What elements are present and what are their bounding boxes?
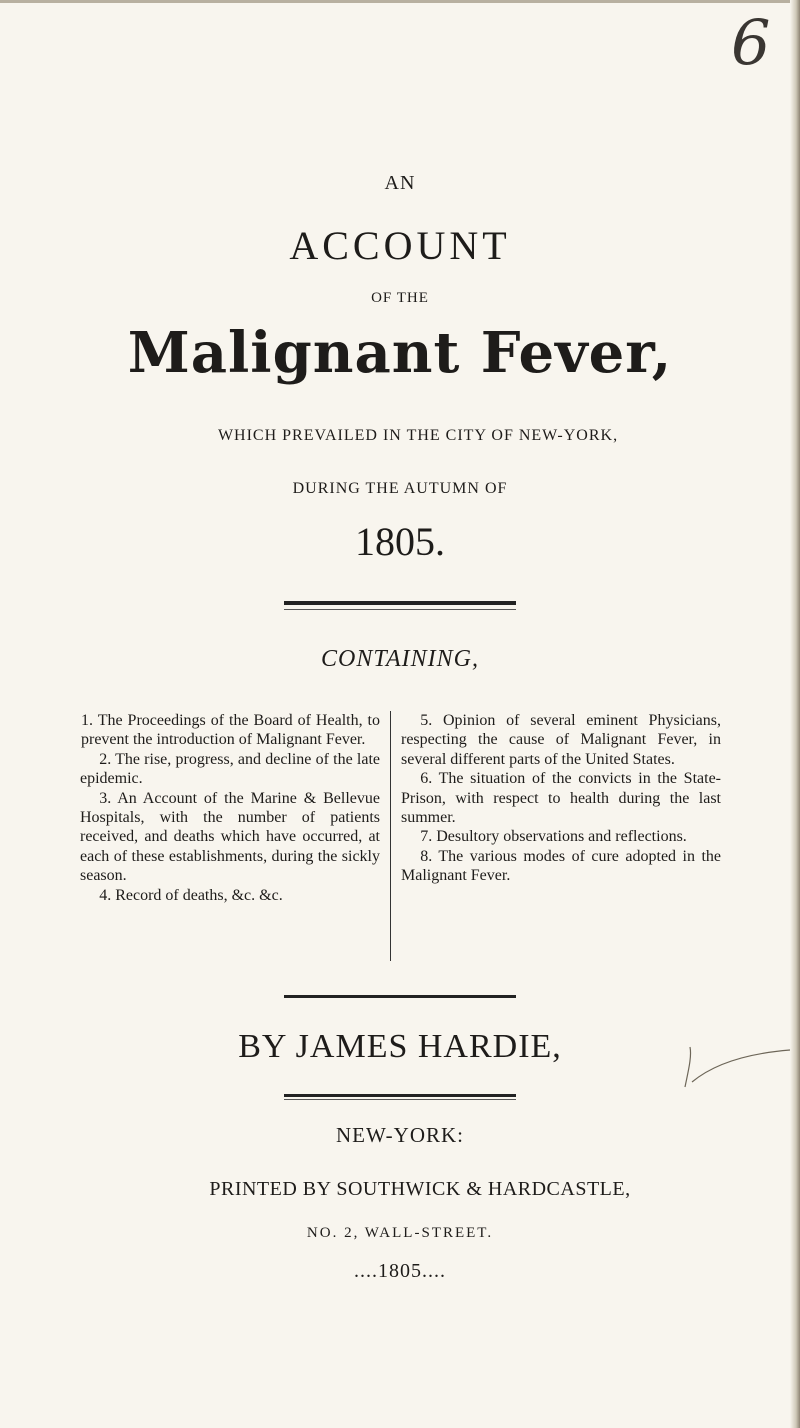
title-account: ACCOUNT xyxy=(289,223,511,268)
contents-item-2: 2. The rise, progress, and decline of the late epidemic. xyxy=(80,750,380,788)
imprint-address: NO. 2, WALL-STREET. xyxy=(306,1225,494,1241)
ornamental-rule-thick xyxy=(284,601,516,605)
title-year: 1805. xyxy=(355,519,445,564)
contents-item-7: 7. Desultory observations and reflections. xyxy=(420,828,687,846)
ornamental-rule-author xyxy=(284,995,516,998)
ornamental-rule-imprint-thin xyxy=(284,1099,516,1100)
imprint-date: ....1805.... xyxy=(354,1260,446,1282)
imprint-printer: PRINTED BY SOUTHWICK & HARDCASTLE, xyxy=(209,1178,631,1200)
handwritten-mark xyxy=(680,1042,800,1092)
page-top-edge xyxy=(0,0,800,3)
contents-right-column xyxy=(391,711,721,961)
contents-left-column xyxy=(80,711,391,961)
subtitle-which-prevailed: WHICH PREVAILED IN THE CITY OF NEW-YORK, xyxy=(217,427,619,444)
imprint-place: NEW-YORK: xyxy=(336,1123,464,1147)
subtitle-during: DURING THE AUTUMN OF xyxy=(292,480,508,497)
contents-item-6: 6. The situation of the convicts in the State-Prison, with respect to health during the last summer. xyxy=(401,770,721,827)
contents-item-5: 5. Opinion of several eminent Physicians, respecting the cause of Malignant Fever, in several different parts of the United States. xyxy=(401,712,721,768)
contents-list xyxy=(80,711,724,961)
contents-item-3: 3. An Account of the Marine & Bellevue Hospitals, with the number of patients received, and deaths which have occurred, at each of these establishments, during the sickly season. xyxy=(80,789,380,885)
ornamental-rule-thin xyxy=(284,609,516,610)
contents-item-1: 1. The Proceedings of the Board of Health, to prevent the introduction of Malignant Fever. xyxy=(81,712,380,749)
title-an: AN xyxy=(384,172,416,194)
title-malignant-fever: Malignant Fever, xyxy=(127,320,673,386)
page-right-edge xyxy=(790,0,800,1428)
author-line: BY JAMES HARDIE, xyxy=(238,1028,562,1065)
ornamental-rule-imprint-thick xyxy=(284,1094,516,1097)
folio-number: 6 xyxy=(731,6,771,79)
containing-heading: CONTAINING, xyxy=(321,646,479,672)
contents-item-8: 8. The various modes of cure adopted in the Malignant Fever. xyxy=(401,847,721,885)
title-of-the: OF THE xyxy=(371,290,429,306)
contents-item-4: 4. Record of deaths, &c. &c. xyxy=(99,886,283,904)
